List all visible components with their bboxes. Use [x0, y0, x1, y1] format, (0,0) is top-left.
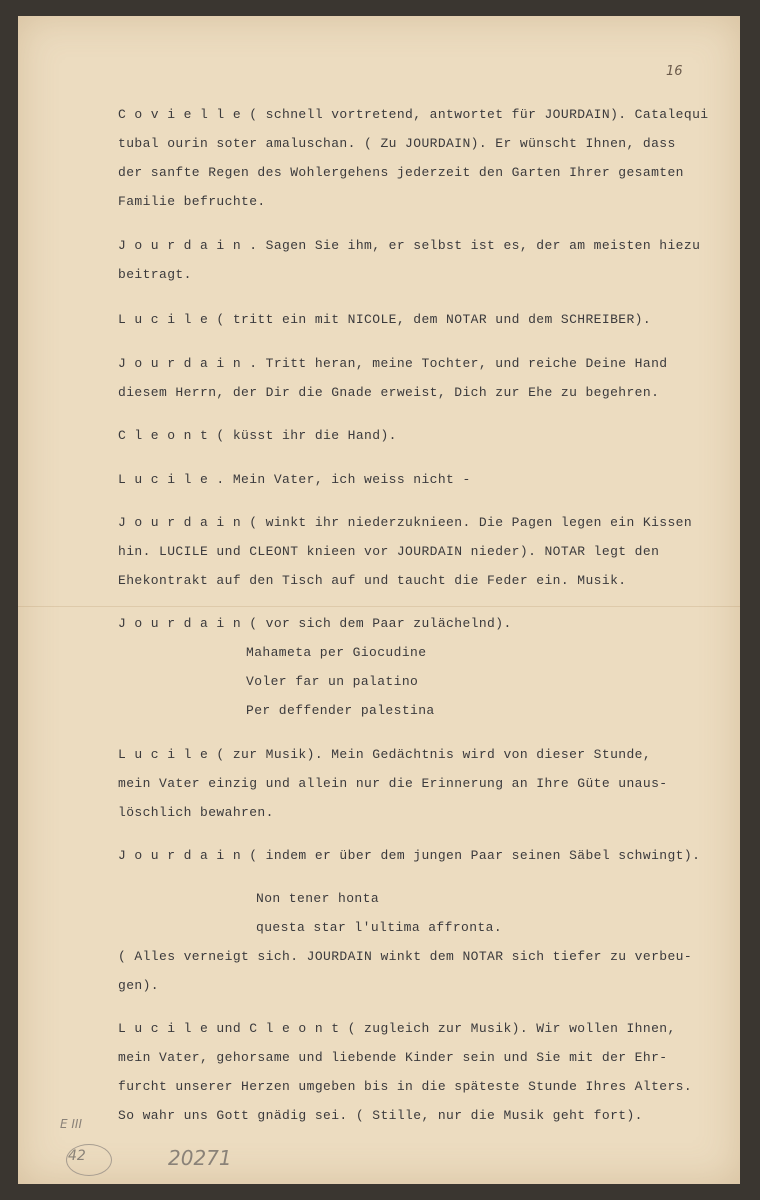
text-line: L u c i l e ( zur Musik). Mein Gedächtnis wird von dieser Stunde,: [118, 747, 652, 762]
circled-number: 42: [68, 1148, 86, 1164]
text-line: C o v i e l l e ( schnell vortretend, antwortet für JOURDAIN). Catalequi: [118, 107, 709, 122]
text-line: mein Vater, gehorsame und liebende Kinder sein und Sie mit der Ehr-: [118, 1050, 668, 1065]
document-page: [18, 16, 740, 1184]
text-line: J o u r d a i n ( winkt ihr niederzuknieen. Die Pagen legen ein Kissen: [118, 515, 693, 530]
page-number: 16: [666, 64, 683, 79]
text-line: J o u r d a i n ( indem er über dem jungen Paar seinen Säbel schwingt).: [118, 848, 701, 863]
text-line: J o u r d a i n . Tritt heran, meine Tochter, und reiche Deine Hand: [118, 356, 668, 371]
text-line: J o u r d a i n . Sagen Sie ihm, er selbst ist es, der am meisten hiezu: [118, 238, 701, 253]
text-line: Familie befruchte.: [118, 194, 266, 209]
text-line: furcht unserer Herzen umgeben bis in die späteste Stunde Ihres Alters.: [118, 1079, 693, 1094]
marginal-pencil-note: E III: [60, 1117, 83, 1131]
paper-fold: [18, 606, 740, 607]
verse-line: questa star l'ultima affronta.: [256, 920, 503, 935]
text-line: Ehekontrakt auf den Tisch auf und taucht die Feder ein. Musik.: [118, 573, 627, 588]
text-line: ( Alles verneigt sich. JOURDAIN winkt dem NOTAR sich tiefer zu verbeu-: [118, 949, 693, 964]
text-line: der sanfte Regen des Wohlergehens jederzeit den Garten Ihrer gesamten: [118, 165, 684, 180]
text-line: löschlich bewahren.: [118, 805, 274, 820]
text-line: tubal ourin soter amaluschan. ( Zu JOURDAIN). Er wünscht Ihnen, dass: [118, 136, 676, 151]
text-line: hin. LUCILE und CLEONT knieen vor JOURDAIN nieder). NOTAR legt den: [118, 544, 660, 559]
text-line: So wahr uns Gott gnädig sei. ( Stille, nur die Musik geht fort).: [118, 1108, 643, 1123]
text-line: diesem Herrn, der Dir die Gnade erweist, Dich zur Ehe zu begehren.: [118, 385, 660, 400]
text-line: L u c i l e ( tritt ein mit NICOLE, dem NOTAR und dem SCHREIBER).: [118, 312, 652, 327]
verse-line: Non tener honta: [256, 891, 380, 906]
verse-line: Per deffender palestina: [246, 703, 435, 718]
text-line: L u c i l e und C l e o n t ( zugleich zur Musik). Wir wollen Ihnen,: [118, 1021, 676, 1036]
text-line: C l e o n t ( küsst ihr die Hand).: [118, 428, 397, 443]
inventory-number: 20271: [168, 1146, 232, 1170]
text-line: mein Vater einzig und allein nur die Erinnerung an Ihre Güte unaus-: [118, 776, 668, 791]
text-line: L u c i l e . Mein Vater, ich weiss nicht -: [118, 472, 471, 487]
text-line: gen).: [118, 978, 160, 993]
verse-line: Mahameta per Giocudine: [246, 645, 427, 660]
text-line: J o u r d a i n ( vor sich dem Paar zulächelnd).: [118, 616, 512, 631]
text-line: beitragt.: [118, 267, 192, 282]
verse-line: Voler far un palatino: [246, 674, 419, 689]
